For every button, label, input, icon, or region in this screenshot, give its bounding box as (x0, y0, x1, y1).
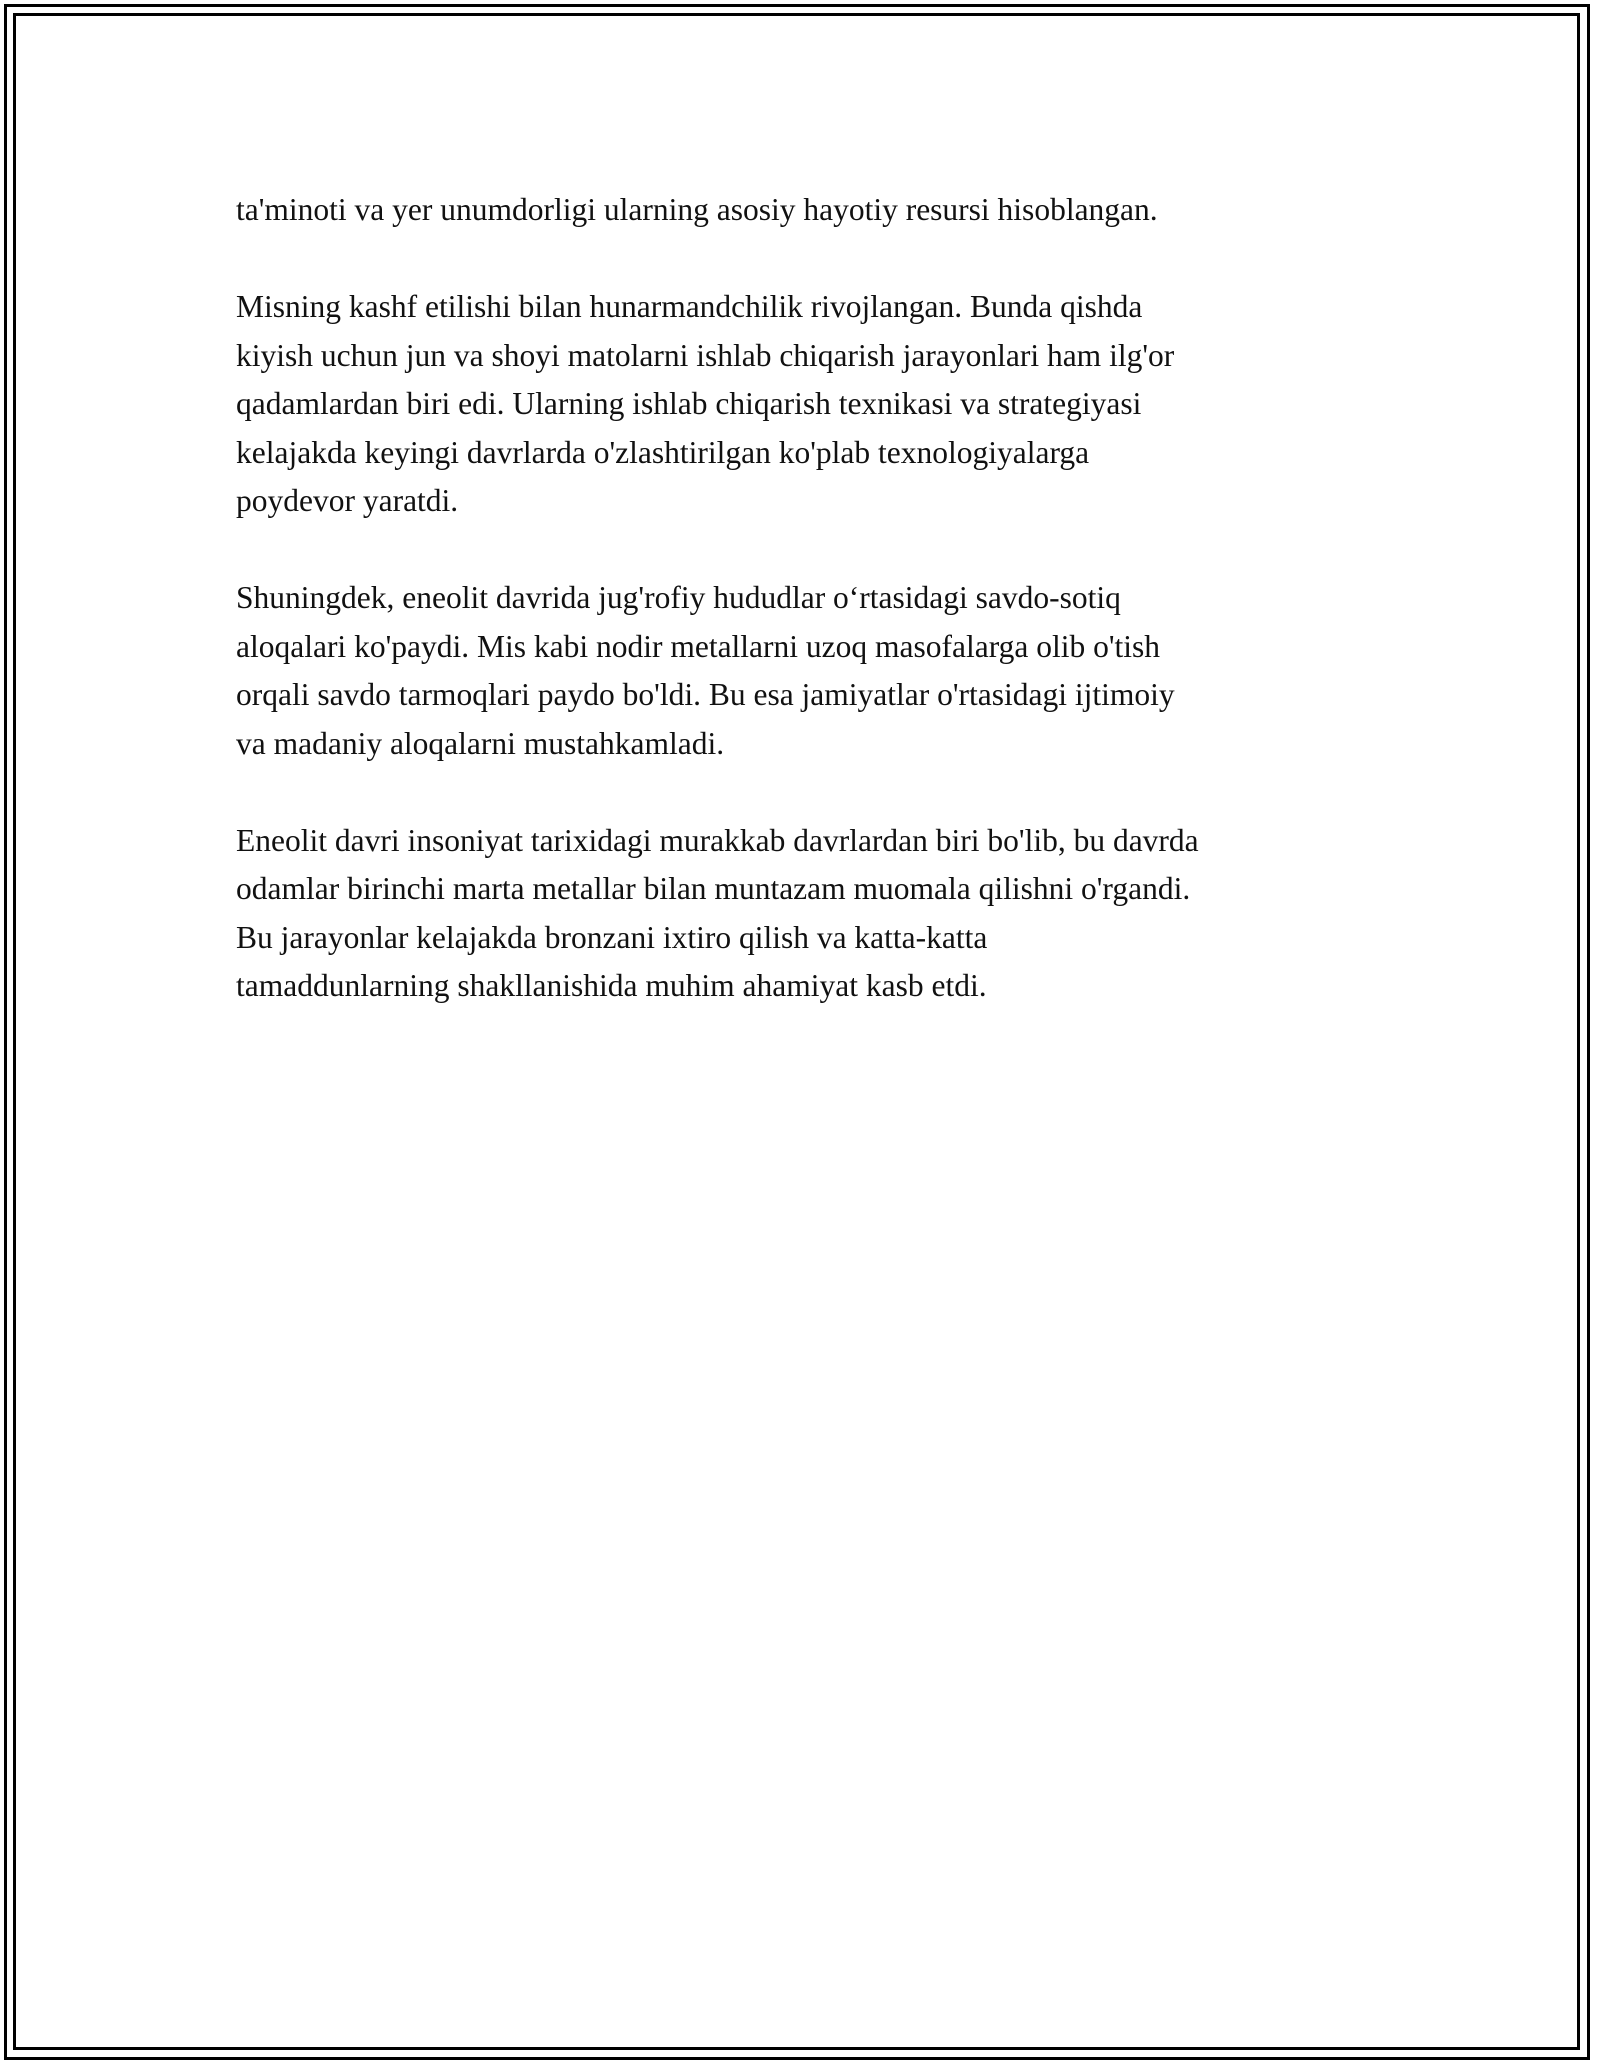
paragraph-3 (236, 574, 1376, 768)
paragraph-1 (236, 186, 1376, 235)
document-body (236, 186, 1376, 1059)
text-line: aloqalari ko'paydi. Mis kabi nodir metallarni uzoq masofalarga olib o'tish (236, 628, 1161, 664)
text-line: kelajakda keyingi davrlarda o'zlashtirilgan ko'plab texnologiyalarga (236, 434, 1090, 470)
paragraph-2 (236, 283, 1376, 526)
text-line: Bu jarayonlar kelajakda bronzani ixtiro qilish va katta-katta (236, 919, 988, 955)
text-line: kiyish uchun jun va shoyi matolarni ishlab chiqarish jarayonlari ham ilg'or (236, 337, 1175, 373)
text-line: odamlar birinchi marta metallar bilan muntazam muomala qilishni o'rgandi. (236, 871, 1191, 906)
text-line: ta'minoti va yer unumdorligi ularning asosiy hayotiy resursi hisoblangan. (236, 192, 1158, 227)
text-line: Shuningdek, eneolit davrida jug'rofiy hududlar o‘rtasidagi savdo-sotiq (236, 580, 1121, 615)
text-line: poydevor yaratdi. (236, 483, 459, 518)
text-line: Misning kashf etilishi bilan hunarmandchilik rivojlangan. Bunda qishda (236, 289, 1143, 324)
text-line: orqali savdo tarmoqlari paydo bo'ldi. Bu esa jamiyatlar o'rtasidagi ijtimoiy (236, 677, 1175, 712)
text-line: tamaddunlarning shakllanishida muhim ahamiyat kasb etdi. (236, 968, 987, 1003)
paragraph-4 (236, 817, 1376, 1011)
text-line: Eneolit davri insoniyat tarixidagi murakkab davrlardan biri bo'lib, bu davrda (236, 822, 1199, 858)
text-line: qadamlardan biri edi. Ularning ishlab chiqarish texnikasi va strategiyasi (236, 386, 1142, 421)
text-line: va madaniy aloqalarni mustahkamladi. (236, 725, 725, 761)
